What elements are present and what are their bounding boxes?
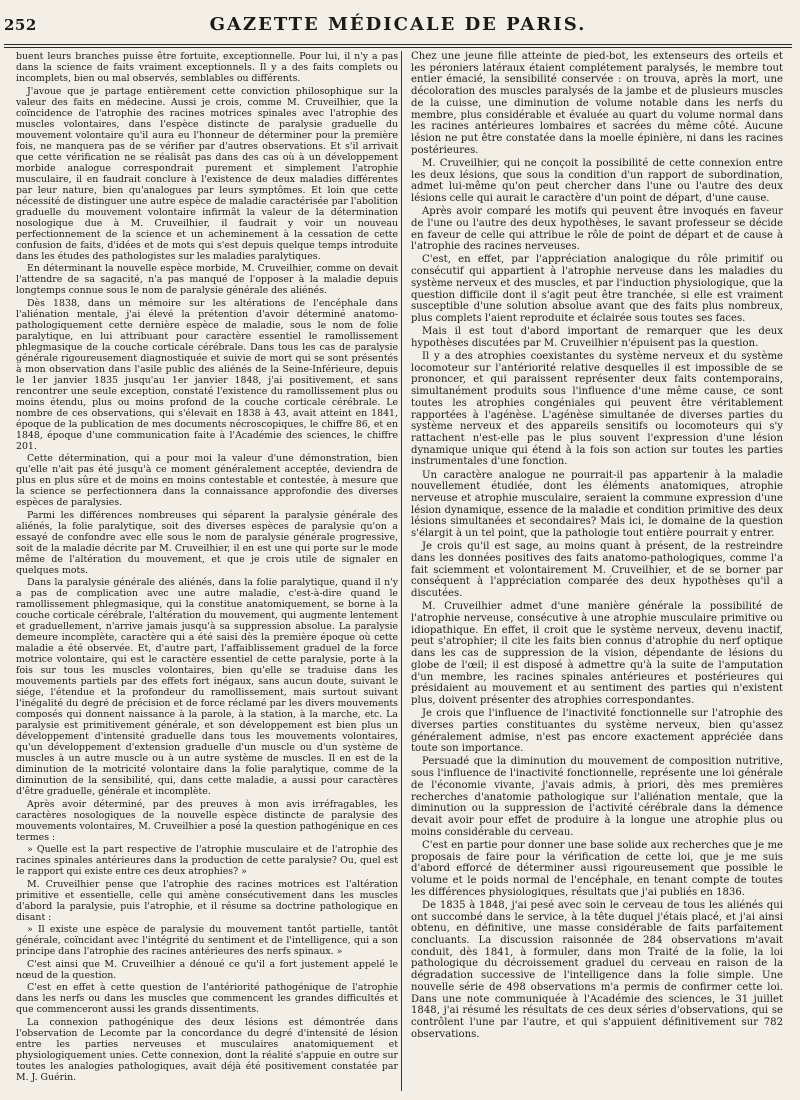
paragraph: C'est en effet à cette question de l'antériorité pathogénique de l'atrophie dans les nerfs ou dans les muscles que commencent les grandes difficultés et que commenceront aussi les grands dissentiments. (16, 982, 398, 1015)
paragraph: Parmi les différences nombreuses qui séparent la paralysie générale des aliénés, la folie paralytique, soit des diverses espèces de paralysie qu'on a essayé de confondre avec elle sous le nom de paralysie générale progressive, soit de la maladie décrite par M. Cruveilhier, il en est une qui porte sur le mode même de l'altération du mouvement, et que je crois utile de signaler en quelques mots. (16, 509, 398, 576)
quotation: » Quelle est la part respective de l'atrophie musculaire et de l'atrophie des racines spinales antérieures dans la production de cette paralysie? Ou, quel est le rapport qui existe entre ces deux atrophies? » (16, 844, 398, 877)
paragraph: De 1835 à 1848, j'ai pesé avec soin le cerveau de tous les aliénés qui ont succombé dans le service, à la tête duquel j'étais placé, et j'ai ainsi obtenu, en définitive, une masse considérable de faits parfaitement concluants. La discussion raisonnée de 284 observations m'avait conduit, dès 1841, à formuler, dans mon Traité de la folie, la loi pathologique du décroissement graduel du cerveau en raison de la dégradation successive de l'intelligence dans la folie simple. Une nouvelle série de 498 observations m'a permis de confirmer cette loi. Dans une note communiquée à l'Académie des sciences, le 31 juillet 1848, j'ai résumé les résultats de ces deux séries d'observations, qui se contrôlent l'une par l'autre, et qui s'appuient définitivement sur 782 observations. (411, 899, 783, 1040)
paragraph: Dans la paralysie générale des aliénés, dans la folie paralytique, quand il n'y a pas de complication avec une autre maladie, c'est-à-dire quand le ramollissement phlegmasique, qui la constitue anatomiquement, se borne à la couche corticale cérébrale, l'altération du mouvement, qui augmente lentement et graduellement, n'arrive jamais jusqu'à sa suppression absolue. La paralysie demeure incomplète, caractère qui a été saisi dès la première époque où cette maladie a été observée. Et, d'autre part, l'affaiblissement graduel de la force motrice volontaire, qui est le caractère essentiel de cette paralysie, porte à la fois sur tous les muscles volontaires, bien qu'elle se traduise dans les mouvements partiels par des effets fort inégaux, sans aucun doute, suivant le siége, l'étendue et la profondeur du ramollissement, mais surtout suivant l'inégalité du degré de précision et de force réclamé par les divers mouvements composés qui donnent naissance à la parole, à la station, à la marche, etc. La paralysie est primitivement générale, et son développement est bien plus un développement d'intensité graduelle dans tous les mouvements volontaires, qu'un développement d'extension graduelle d'un muscle ou d'un système de muscles à un autre muscle ou à un autre système de muscles. Il en est de la diminution de la motricité volontaire dans la folie paralytique, comme de la diminution de la sensibilité, qui, dans cette maladie, a aussi pour caractères d'être graduelle, générale et incomplète. (16, 577, 398, 797)
left-column (16, 51, 398, 1084)
paragraph: C'est ainsi que M. Cruveilhier a dénoué ce qu'il a fort justement appelé le nœud de la question. (16, 958, 398, 981)
right-column (411, 51, 783, 1042)
paragraph: Je crois que l'influence de l'inactivité fonctionnelle sur l'atrophie des diverses parties constituantes du système nerveux, bien qu'assez généralement admise, n'est pas encore exactement appréciée dans toute son importance. (411, 708, 783, 755)
paragraph: M. Cruveilhier pense que l'atrophie des racines motrices est l'altération primitive et essentielle, celle qui amène consécutivement dans les muscles d'abord la paralysie, puis l'atrophie, et il résume sa doctrine pathologique en disant : (16, 878, 398, 923)
paragraph: Après avoir déterminé, par des preuves à mon avis irréfragables, les caractères nosologiques de la nouvelle espèce distincte de paralysie des mouvements volontaires, M. Cruveilhier a posé la question pathogénique en ces termes : (16, 798, 398, 843)
paragraph: buent leurs branches puisse être fortuite, exceptionnelle. Pour lui, il n'y a pas dans la science de faits vraiment exceptionnels. Il y a des faits complets ou incomplets, bien ou mal observés, semblables ou différents. (16, 51, 398, 84)
paragraph: Il y a des atrophies coexistantes du système nerveux et du système locomoteur sur l'antériorité relative desquelles il est impossible de se prononcer, et qui paraissent représenter deux faits contemporains, simultanément produits sous l'influence d'une même cause, ce sont toutes les atrophies congéniales qui peuvent être véritablement rapportées à l'agénèse. L'agénèse simultanée de diverses parties du système nerveux et des appareils sensitifs ou locomoteurs qui s'y rattachent n'est-elle pas le plus souvent l'expression d'une lésion dynamique unique qui étend à la fois son action sur toutes les parties instrumentales d'une fonction. (411, 351, 783, 468)
paragraph: J'avoue que je partage entièrement cette conviction philosophique sur la valeur des faits en médecine. Aussi je crois, comme M. Cruveilhier, que la coïncidence de l'atrophie des racines motrices spinales avec l'atrophie des muscles volontaires, dans l'espèce distincte de paralysie graduelle du mouvement volontaire qu'il aura eu l'honneur de déterminer pour la première fois, ne manquera pas de se vérifier par d'autres observations. Et s'il arrivait que cette vérification ne se réalisât pas dans des cas où à un développement morbide analogue correspondrait purement et simplement l'atrophie musculaire, il en faudrait conclure à l'existence de deux maladies différentes par leur nature, bien qu'analogues par leurs symptômes. Et loin que cette nécessité de distinguer une autre espèce de maladie caractérisée par l'abolition graduelle du mouvement volontaire infirmât la valeur de la détermination nosologique due à M. Cruveilhier, il faudrait y voir un nouveau perfectionnement de la science et un acheminement à la cessation de cette confusion de faits, d'idées et de mots qui s'est depuis quelque temps introduite dans les études des pathologistes sur les maladies paralytiques. (16, 85, 398, 262)
paragraph: Je crois qu'il est sage, au moins quant à présent, de la restreindre dans les données positives des faits anatomo-pathologiques, comme l'a fait sciemment et volontairement M. Cruveilhier, et de se borner par conséquent à l'appréciation comparée des deux hypothèses qu'il a discutées. (411, 541, 783, 600)
journal-title: GAZETTE MÉDICALE DE PARIS. (209, 14, 587, 35)
paragraph: C'est, en effet, par l'appréciation analogique du rôle primitif ou consécutif qui appartient à l'atrophie nerveuse dans les maladies du système nerveux et des muscles, et par l'induction physiologique, que la question difficile dont il s'agit peut être tranchée, si elle est vraiment susceptible d'une solution absolue avant que des faits plus nombreux, plus complets l'aient reproduite et éclairée sous toutes ses faces. (411, 254, 783, 324)
column-divider (401, 51, 402, 1091)
page-header (4, 14, 792, 40)
paragraph: La connexion pathogénique des deux lésions est démontrée dans l'observation de Lecomte par la concordance du degré d'intensité de lésion entre les parties nerveuses et musculaires anatomiquement et physiologiquement unies. Cette connexion, dont la réalité s'appuie en outre sur toutes les analogies pathologiques, avait déjà été positivement constatée par M. J. Guérin. (16, 1016, 398, 1083)
paragraph: Persuadé que la diminution du mouvement de composition nutritive, sous l'influence de l'inactivité fonctionnelle, représente une loi générale de l'économie vivante, j'avais admis, à priori, dès mes premières recherches d'anatomie pathologique sur l'aliénation mentale, que la diminution ou la suppression de l'activité cérébrale dans la démence devait avoir pour effet de produire à la longue une atrophie plus ou moins considérable du cerveau. (411, 756, 783, 838)
paragraph: M. Cruveilhier admet d'une manière générale la possibilité de l'atrophie nerveuse, consécutive à une atrophie musculaire primitive ou idiopathique. En effet, il croit que le système nerveux, devenu inactif, peut s'atrophier; il cite les faits bien connus d'atrophie du nerf optique dans les cas de suppression de la vision, dépendante de lésions du globe de l'œil; il est disposé à admettre qu'à la suite de l'amputation d'un membre, les racines spinales antérieures et postérieures qui présidaient au mouvement et au sentiment des parties qui n'existent plus, doivent présenter des atrophies correspondantes. (411, 601, 783, 706)
paragraph: C'est en partie pour donner une base solide aux recherches que je me proposais de faire pour la vérification de cette loi, que je me suis d'abord efforcé de déterminer aussi rigoureusement que possible le volume et le poids normal de l'encéphale, en tenant compte de toutes les différences physiologiques, résultats que j'ai publiés en 1836. (411, 839, 783, 898)
paragraph: Mais il est tout d'abord important de remarquer que les deux hypothèses discutées par M. Cruveilhier n'épuisent pas la question. (411, 326, 783, 349)
paragraph: Cette détermination, qui a pour moi la valeur d'une démonstration, bien qu'elle n'ait pas été jusqu'à ce moment généralement acceptée, deviendra de plus en plus sûre et de moins en moins contestable et contestée, à mesure que la science se perfectionnera dans la connaissance approfondie des diverses espèces de paralysies. (16, 453, 398, 508)
page-number: 252 (4, 16, 37, 34)
paragraph: Un caractère analogue ne pourrait-il pas appartenir à la maladie nouvellement étudiée, dont les éléments anatomiques, atrophie nerveuse et atrophie musculaire, seraient la commune expression d'une lésion dynamique, essence de la maladie et condition primitive des deux lésions simultanées et secondaires? Mais ici, le domaine de la question s'élargit à un tel point, que la pathologie tout entière pourrait y entrer. (411, 469, 783, 540)
paragraph: M. Cruveilhier, qui ne conçoit la possibilité de cette connexion entre les deux lésions, que sous la condition d'un rapport de subordination, admet lui-même qu'on peut chercher dans l'une ou l'autre des deux lésions celle qui aurait le caractère d'un point de départ, d'une cause. (411, 157, 783, 204)
quotation: » Il existe une espèce de paralysie du mouvement tantôt partielle, tantôt générale, coïncidant avec l'intégrité du sentiment et de l'intelligence, qui a son principe dans l'atrophie des racines antérieures des nerfs spinaux. » (16, 924, 398, 957)
header-rule-thin (4, 47, 792, 48)
paragraph: Chez une jeune fille atteinte de pied-bot, les extenseurs des orteils et les péroniers latéraux étaient complétement paralysés, le membre tout entier émacié, la sensibilité conservée : on trouva, après la mort, une décoloration des muscles paralysés de la jambe et de plusieurs muscles de la cuisse, une diminution de volume notable dans les nerfs du membre, plus considérable et évaluée au quart du volume normal dans les racines antérieures lombaires et sacrées du même côté. Aucune lésion ne put être constatée dans la moelle épinière, ni dans les racines postérieures. (411, 51, 783, 156)
paragraph: Dès 1838, dans un mémoire sur les altérations de l'encéphale dans l'aliénation mentale, j'ai élevé la prétention d'avoir déterminé anatomo-pathologiquement cette dernière espèce de maladie, sous le nom de folie paralytique, en lui attribuant pour caractère essentiel le ramollissement phlegmasique de la couche corticale cérébrale. Dans tous les cas de paralysie générale rigoureusement diagnostiquée et suivie de mort qui se sont présentés à mon observation dans l'asile public des aliénés de la Seine-Inférieure, depuis le 1er janvier 1835 jusqu'au 1er janvier 1848, j'ai positivement, et sans rencontrer une seule exception, constaté l'existence du ramollissement plus ou moins étendu, plus ou moins profond de la couche corticale cérébrale. Le nombre de ces observations, qui s'élevait en 1838 à 43, avait atteint en 1841, époque de la publication de mes documents nécroscopiques, le chiffre 86, et en 1848, époque d'une communication faite à l'Académie des sciences, le chiffre 201. (16, 297, 398, 452)
header-rule (4, 44, 792, 45)
paragraph: Après avoir comparé les motifs qui peuvent être invoqués en faveur de l'une ou l'autre des deux hypothèses, le savant professeur se décide en faveur de celle qui attribue le rôle de point de départ et de cause à l'atrophie des racines nerveuses. (411, 206, 783, 253)
paragraph: En déterminant la nouvelle espèce morbide, M. Cruveilhier, comme on devait l'attendre de sa sagacité, n'a pas manqué de l'opposer à la maladie depuis longtemps connue sous le nom de paralysie générale des aliénés. (16, 263, 398, 296)
